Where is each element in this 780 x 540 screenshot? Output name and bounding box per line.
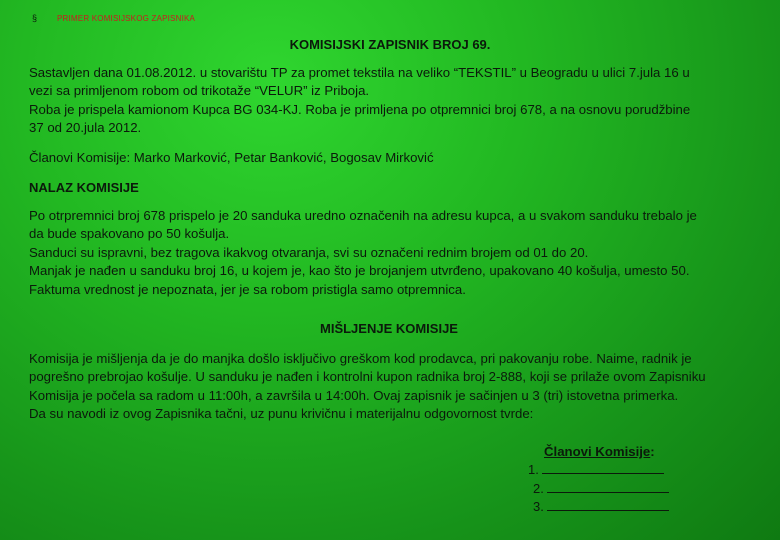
opinion-heading-text: MIŠLJENJE KOMISIJE [320,321,458,336]
signatures-title [544,444,655,459]
committee-members: Članovi Komisije: Marko Marković, Petar Banković, Bogosav Mirković [29,150,434,165]
opinion-line: Komisija je počela sa radom u 11:00h, a završila u 14:00h. Ovaj zapisnik je sačinjen u 3 (tri) istovetna primerka. [29,387,679,403]
signature-number: 1. [528,462,539,477]
intro-line: vezi sa primljenom robom od trikotaže “VELUR” iz Priboja. [29,83,370,99]
intro-paragraph [29,64,751,138]
findings-line: Manjak je nađen u sanduku broj 16, u kojem je, kao što je brojanjem utvrđeno, upakovano 40 košulja, umesto 50. [29,263,690,279]
findings-line: Po otrpremnici broj 678 prispelo je 20 sanduka uredno označenih na adresu kupca, a u svakom sanduku trebalo je [29,208,697,223]
document-title: KOMISIJSKI ZAPISNIK BROJ 69. [289,37,491,52]
findings-heading: NALAZ KOMISIJE [29,180,139,195]
signature-blank [542,462,664,474]
opinion-heading [0,321,780,336]
findings-line: da bude spakovano po 50 košulja. [29,226,230,242]
signature-number: 2. [533,481,544,496]
intro-line: 37 od 20.jula 2012. [29,120,142,136]
signatures-title-colon: : [650,444,655,459]
signature-blank [547,481,669,493]
bullet-icon: § [32,13,38,23]
findings-line: Faktuma vrednost je nepoznata, jer je sa robom pristigla samo otpremnica. [29,281,466,297]
findings-paragraph [29,207,751,299]
intro-line: Roba je prispela kamionom Kupca BG 034-KJ. Roba je primljena po otpremnici broj 678, a na osnovu porudžbine [29,101,691,117]
signature-number: 3. [533,499,544,514]
opinion-paragraph [29,350,751,424]
opinion-line: Komisija je mišljenja da je do manjka došlo isključivo greškom kod prodavca, pri pakovanju robe. Naime, radnik je [29,351,692,366]
findings-line: Sanduci su ispravni, bez tragova ikakvog otvaranja, svi su označeni rednim brojem od 01 do 20. [29,244,589,260]
intro-line: Sastavljen dana 01.08.2012. u stovarištu TP za promet tekstila na veliko “TEKSTIL” u Beogradu u ulici 7.jula 16 u [29,65,690,80]
signatures-title-text: Članovi Komisije [544,444,651,459]
opinion-line: Da su navodi iz ovog Zapisnika tačni, uz punu krivičnu i materijalnu odgovornost tvrde: [29,406,534,422]
signature-line-3 [533,498,669,517]
signature-blank [547,499,669,511]
signature-line-1 [528,461,664,480]
signature-line-2 [533,480,669,499]
opinion-line: pogrešno prebrojao košulje. U sanduku je nađen i kontrolni kupon radnika broj 2-888, koji se prilaže ovom Zapisniku [29,369,706,385]
slide-caption: PRIMER KOMISIJSKOG ZAPISNIKA [57,14,196,23]
